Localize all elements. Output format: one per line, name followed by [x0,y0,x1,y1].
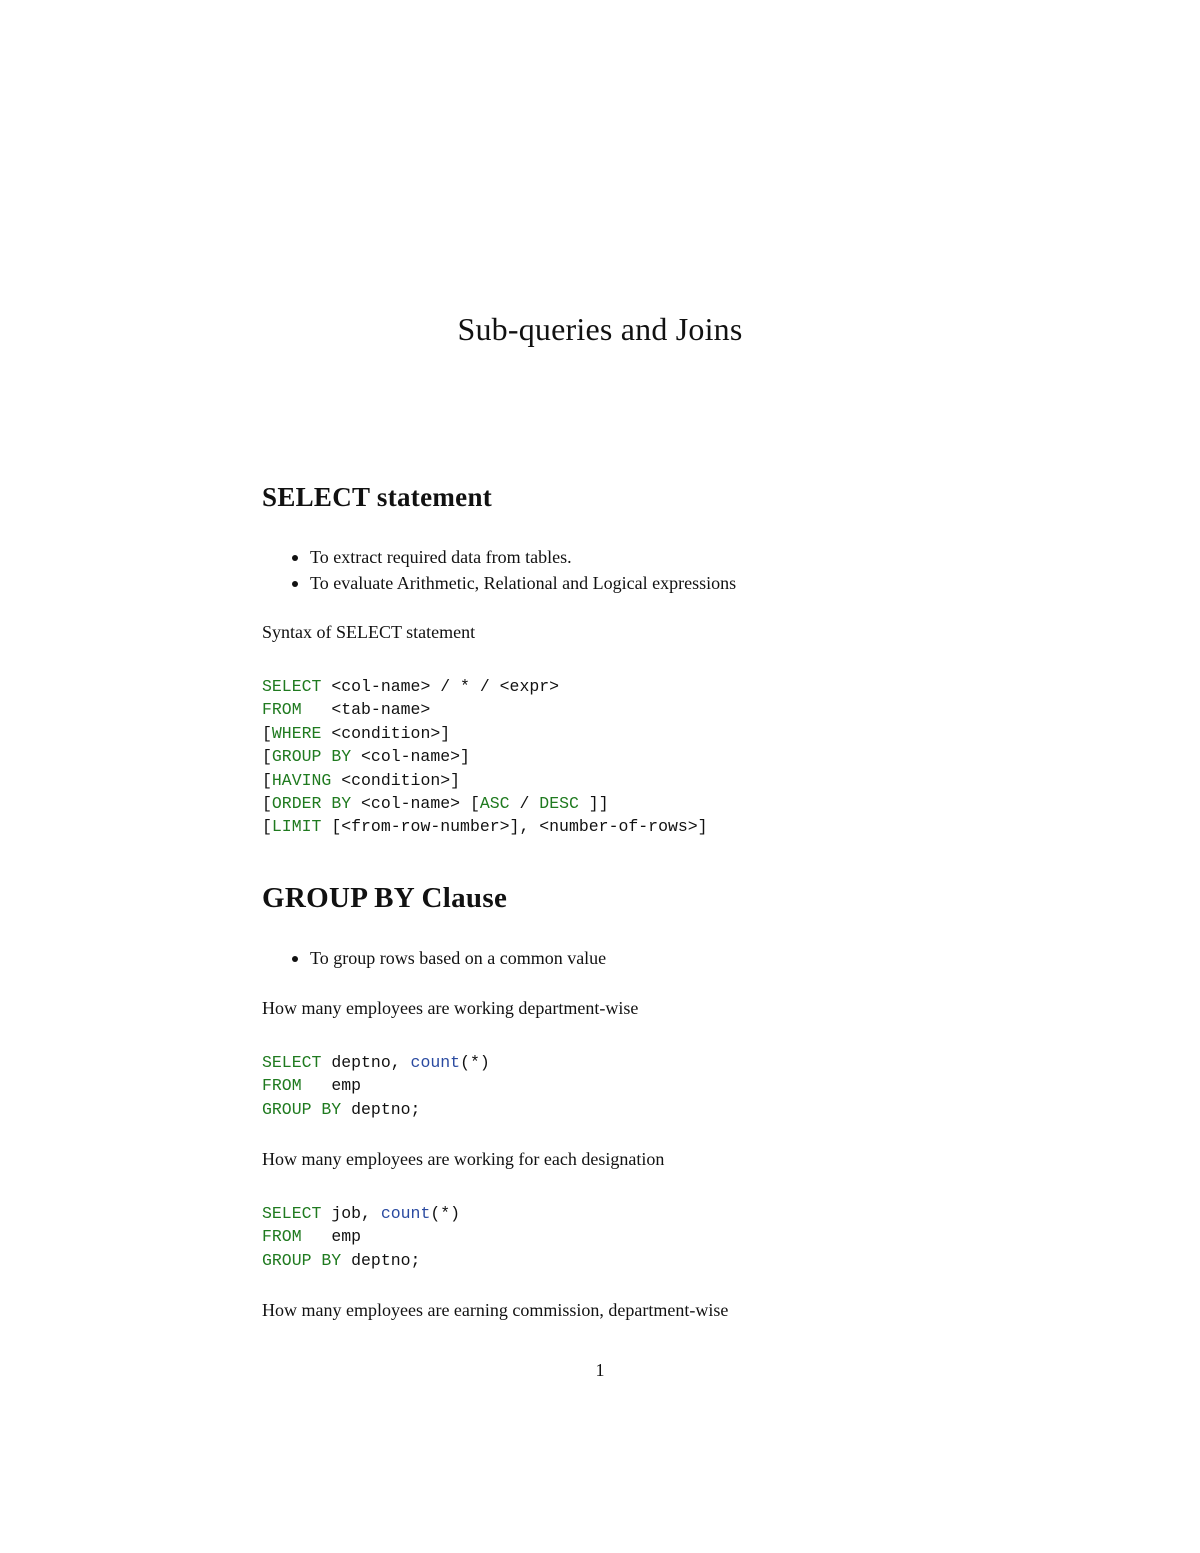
code-text: / [509,793,540,813]
list-item: To evaluate Arithmetic, Relational and Logical expressions [292,570,736,596]
code-text: ]] [578,793,609,813]
code-line [262,1074,490,1097]
code-line [262,792,708,815]
sql-keyword: ORDER BY [271,793,352,813]
code-text: <condition>] [321,723,451,743]
code-line [262,1225,460,1248]
code-line [262,722,708,745]
code-block-syntax [262,675,708,839]
sql-keyword: GROUP BY [262,1099,342,1119]
example-question: How many employees are working for each designation [262,1149,665,1169]
section-heading-group-by: GROUP BY Clause [262,882,508,914]
code-text: <col-name>] [351,747,470,767]
sql-keyword: DESC [539,793,579,813]
sql-keyword: GROUP BY [262,1250,342,1270]
example-question: How many employees are earning commission, department-wise [262,1300,729,1320]
code-line [262,1202,460,1225]
sql-keyword: FROM [262,1227,302,1247]
page-number: 1 [595,1360,605,1380]
code-text: deptno; [341,1099,421,1119]
list-item: To group rows based on a common value [292,945,606,971]
sql-keyword: SELECT [262,677,322,696]
code-text: deptno; [341,1250,421,1270]
bullet-icon [292,555,298,561]
code-text: (*) [460,1053,490,1072]
code-line [262,769,708,792]
sql-keyword: HAVING [271,770,332,790]
code-line [262,1098,490,1121]
code-text: job, [321,1204,381,1223]
syntax-intro: Syntax of SELECT statement [262,622,476,642]
code-line [262,815,708,838]
code-text: [ [262,747,272,767]
bullet-icon [292,581,298,587]
sql-keyword: ASC [479,793,510,813]
code-text: [ [262,793,272,813]
code-line [262,745,708,768]
sql-function: count [380,1204,431,1223]
example-question: How many employees are working department-wise [262,998,639,1018]
code-text: <tab-name> [301,700,431,720]
code-line [262,675,708,698]
sql-keyword: FROM [262,700,302,720]
code-text: <col-name> [ [351,793,480,813]
code-text: [ [262,770,272,790]
code-text: deptno, [321,1053,411,1072]
code-text: emp [301,1076,362,1096]
sql-keyword: WHERE [271,723,322,743]
section-heading-select: SELECT statement [262,482,493,512]
bullet-icon [292,956,298,962]
code-text: <col-name> / * / <expr> [321,677,560,696]
document-title: Sub-queries and Joins [457,311,743,347]
sql-function: count [410,1053,461,1072]
code-text: [ [262,817,272,837]
sql-keyword: LIMIT [271,817,322,837]
code-text: <condition>] [331,770,461,790]
select-bullet-list [292,544,736,596]
code-block-example [262,1051,490,1121]
code-line [262,698,708,721]
code-line [262,1249,460,1272]
code-text: [<from-row-number>], <number-of-rows>] [321,817,708,837]
sql-keyword: GROUP BY [271,747,352,767]
code-text: [ [262,723,272,743]
code-line [262,1051,490,1074]
sql-keyword: FROM [262,1076,302,1096]
list-item: To extract required data from tables. [292,544,736,570]
group-by-bullet-list [292,945,606,971]
sql-keyword: SELECT [262,1204,322,1223]
code-block-example [262,1202,460,1272]
code-text: emp [301,1227,362,1247]
sql-keyword: SELECT [262,1053,322,1072]
code-text: (*) [430,1204,461,1223]
